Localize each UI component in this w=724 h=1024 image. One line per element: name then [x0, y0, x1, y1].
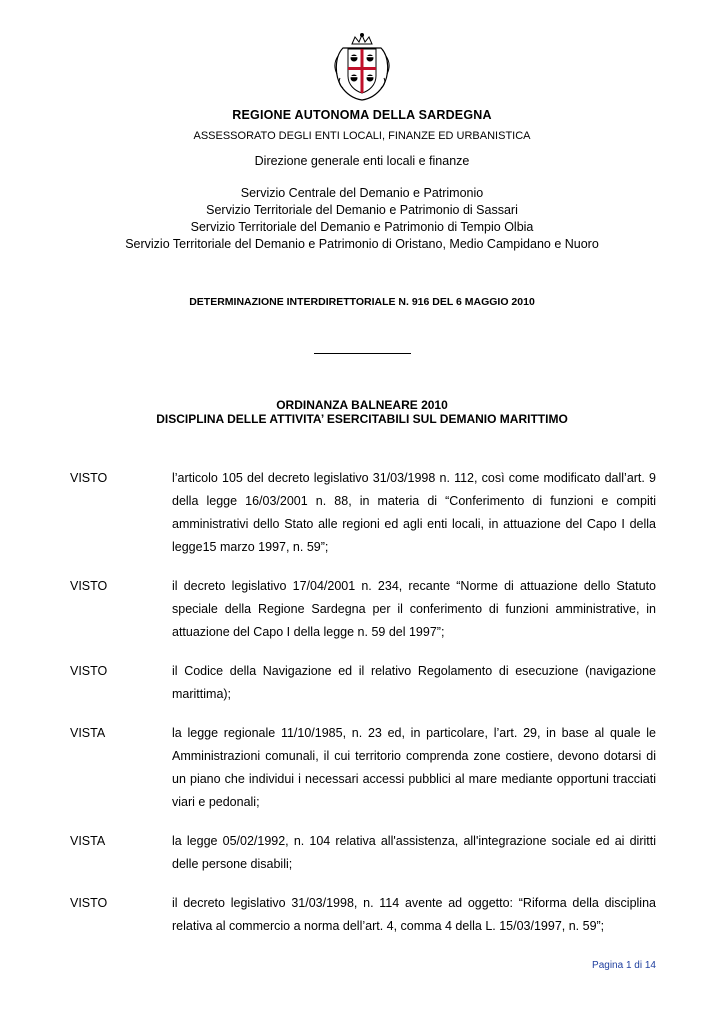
ordinanza-title-line: DISCIPLINA DELLE ATTIVITA’ ESERCITABILI SUL DEMANIO MARITTIMO — [156, 412, 568, 426]
recital-clause — [70, 467, 656, 559]
servizio-line: Servizio Centrale del Demanio e Patrimonio — [240, 186, 484, 200]
ordinanza-title-line: ORDINANZA BALNEARE 2010 — [276, 398, 448, 412]
separator-rule — [314, 353, 411, 354]
region-title: REGIONE AUTONOMA DELLA SARDEGNA — [232, 108, 492, 122]
recital-clause — [70, 660, 656, 706]
recital-clause — [70, 830, 656, 876]
servizio-line: Servizio Territoriale del Demanio e Patrimonio di Tempio Olbia — [190, 220, 534, 234]
clause-text: il decreto legislativo 31/03/1998, n. 114 avente ad oggetto: “Riforma della disciplina relativa al commercio a norma dell’art. 4, comma 4 della L. 15/03/1997, n. 59”; — [172, 896, 656, 933]
recitals-list — [70, 467, 656, 954]
clause-text: la legge 05/02/1992, n. 104 relativa all'assistenza, all'integrazione sociale ed ai diritti delle persone disabili; — [172, 834, 656, 871]
clause-text: l’articolo 105 del decreto legislativo 31/03/1998 n. 112, così come modificato dall’art. 9 della legge 16/03/2001 n. 88, in materia di “Conferimento di funzioni e compiti amministrativi dello Stato alle regioni ed agli enti locali, in attuazione del Capo I della legge15 marzo 1997, n. 59”; — [172, 471, 656, 554]
clause-text: il decreto legislativo 17/04/2001 n. 234, recante “Norme di attuazione dello Statuto speciale della Regione Sardegna per il conferimento di funzioni amministrative, in attuazione del Capo I della legge n. 59 del 1997”; — [172, 579, 656, 639]
assessorato-subtitle: ASSESSORATO DEGLI ENTI LOCALI, FINANZE ED URBANISTICA — [193, 130, 531, 142]
servizio-line: Servizio Territoriale del Demanio e Patrimonio di Oristano, Medio Campidano e Nuoro — [125, 237, 599, 251]
clause-text: il Codice della Navigazione ed il relativo Regolamento di esecuzione (navigazione marittima); — [172, 664, 656, 701]
clause-label: VISTO — [70, 664, 108, 678]
clause-label: VISTO — [70, 471, 108, 485]
page-number: Pagina 1 di 14 — [592, 960, 656, 971]
clause-label: VISTA — [70, 726, 106, 740]
servizi-list — [0, 185, 724, 253]
clause-label: VISTO — [70, 896, 108, 910]
servizio-line: Servizio Territoriale del Demanio e Patrimonio di Sassari — [206, 203, 518, 217]
determinazione-heading: DETERMINAZIONE INTERDIRETTORIALE N. 916 DEL 6 MAGGIO 2010 — [189, 296, 535, 308]
clause-label: VISTO — [70, 579, 108, 593]
sardinia-crest-logo — [328, 32, 396, 102]
recital-clause — [70, 892, 656, 938]
clause-label: VISTA — [70, 834, 106, 848]
ordinanza-title — [0, 398, 724, 426]
direzione-subtitle: Direzione generale enti locali e finanze — [254, 154, 470, 168]
clause-text: la legge regionale 11/10/1985, n. 23 ed, in particolare, l’art. 29, in base al quale le Amministrazioni comunali, il cui territorio comprenda zone costiere, devono dotarsi di un piano che individui i necessari accessi pubblici al mare mediante opportuni tracciati viari e pedonali; — [172, 726, 656, 809]
recital-clause — [70, 722, 656, 814]
recital-clause — [70, 575, 656, 644]
